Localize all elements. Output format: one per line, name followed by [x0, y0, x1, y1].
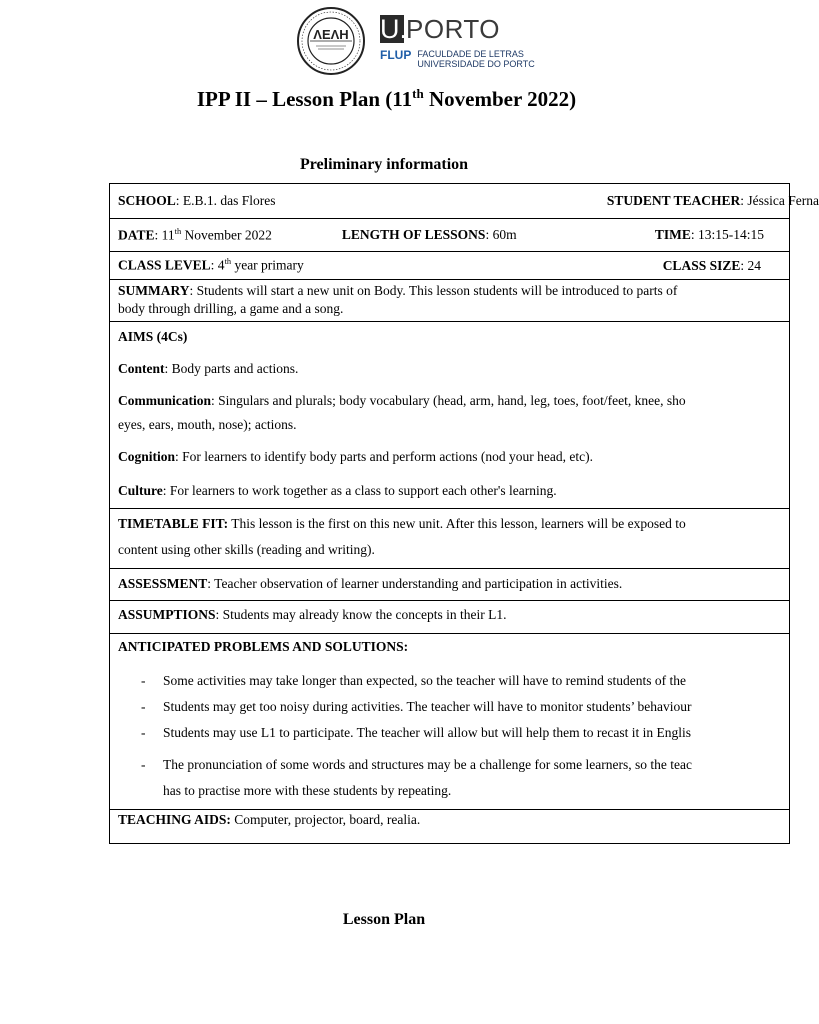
student-teacher-value: : Jéssica Ferna	[740, 193, 819, 208]
class-size-value: : 24	[740, 257, 761, 273]
communication-line-2: eyes, ears, mouth, nose); actions.	[118, 417, 297, 432]
faculty-line-2: UNIVERSIDADE DO PORTC	[417, 58, 535, 69]
teaching-aids-value: Computer, projector, board, realia.	[230, 812, 421, 827]
summary-line-1: : Students will start a new unit on Body. This lesson students will be introduced to parts of	[189, 283, 678, 298]
preliminary-info-table	[109, 183, 819, 844]
u-mark: U.	[380, 14, 407, 44]
length-label: LENGTH OF LESSONS	[341, 227, 486, 242]
problem-item: - Students may get too noisy during activities. The teacher will have to monitor students’ behaviour	[118, 694, 781, 720]
problem-item: - The pronunciation of some words and structures may be a challenge for some learners, so the teac	[118, 752, 781, 778]
cognition-label: Cognition	[118, 449, 176, 464]
time-label: TIME	[654, 227, 691, 242]
culture-line	[118, 480, 781, 502]
row-summary	[110, 280, 790, 322]
assumptions-value: : Students may already know the concepts in their L1.	[215, 607, 507, 622]
school-value: : E.B.1. das Flores	[175, 193, 276, 208]
school-seal-logo	[296, 6, 366, 76]
date-value-post: November 2022	[181, 227, 272, 243]
summary-label: SUMMARY	[118, 283, 190, 298]
class-level-value: : 4	[210, 257, 225, 273]
time-field	[655, 227, 764, 243]
title-sup: th	[412, 86, 424, 101]
problems-label: ANTICIPATED PROBLEMS AND SOLUTIONS:	[118, 639, 409, 654]
row-problems	[110, 634, 790, 810]
school-label: SCHOOL	[118, 193, 176, 208]
communication-line	[118, 389, 781, 413]
summary-line-2: body through drilling, a game and a song.	[118, 301, 344, 316]
row-class	[110, 252, 790, 280]
title-main: IPP II – Lesson Plan (11	[196, 87, 413, 111]
length-value: : 60m	[485, 227, 517, 242]
culture-value: : For learners to work together as a class to support each other's learning.	[162, 483, 557, 498]
student-teacher-field	[607, 193, 819, 209]
problems-list	[118, 668, 781, 778]
porto-wordmark: PORTO	[406, 13, 501, 44]
class-level-field	[118, 257, 304, 274]
date-field	[118, 227, 272, 244]
class-level-post: year primary	[231, 257, 304, 273]
class-size-label: CLASS SIZE	[662, 257, 741, 273]
row-aims	[110, 322, 790, 509]
content-label: Content	[118, 361, 165, 376]
class-size-field	[663, 258, 761, 274]
content-value: : Body parts and actions.	[164, 361, 299, 376]
cognition-value: : For learners to identify body parts and perform actions (nod your head, etc).	[175, 449, 594, 464]
cognition-line	[118, 446, 781, 468]
title-rest: November 2022)	[423, 87, 577, 111]
svg-text:ΛΕΛΗ: ΛΕΛΗ	[313, 27, 349, 42]
timetable-label: TIMETABLE FIT:	[118, 516, 229, 531]
problem-item: - Students may use L1 to participate. The teacher will allow but will help them to recast it in Englis	[118, 720, 781, 746]
content-line	[118, 358, 781, 380]
problem-item: - Some activities may take longer than expected, so the teacher will have to remind students of the	[118, 668, 781, 694]
row-timetable	[110, 509, 790, 569]
faculty-line-1: FACULDADE DE LETRAS	[417, 48, 524, 59]
uporto-logo	[380, 14, 535, 69]
row-school	[110, 184, 819, 219]
school-field	[118, 193, 276, 209]
length-field	[342, 227, 517, 243]
row-teaching-aids	[110, 810, 790, 844]
problem-item-continuation: has to practise more with these students by repeating.	[163, 783, 452, 798]
timetable-line-1: This lesson is the first on this new unit. After this lesson, learners will be exposed to	[228, 516, 686, 531]
class-level-sup: th	[224, 257, 232, 267]
aims-label: AIMS (4Cs)	[118, 329, 188, 344]
row-date	[110, 219, 790, 252]
flup-label: FLUP	[380, 47, 412, 62]
document-title	[0, 86, 768, 112]
assumptions-label: ASSUMPTIONS	[118, 607, 216, 622]
row-assumptions	[110, 601, 790, 634]
date-value: : 11	[154, 227, 175, 243]
date-label: DATE	[118, 227, 155, 243]
student-teacher-label: STUDENT TEACHER	[606, 193, 741, 208]
class-level-label: CLASS LEVEL	[118, 257, 211, 273]
communication-label: Communication	[118, 393, 212, 408]
assessment-label: ASSESSMENT	[118, 576, 208, 591]
row-assessment	[110, 569, 790, 601]
header-logos	[296, 6, 535, 76]
timetable-line-2: content using other skills (reading and writing).	[118, 542, 375, 557]
faculty-name	[417, 49, 534, 69]
preliminary-heading: Preliminary information	[299, 156, 469, 173]
teaching-aids-label: TEACHING AIDS:	[118, 812, 231, 827]
culture-label: Culture	[118, 483, 163, 498]
communication-value: : Singulars and plurals; body vocabulary (head, arm, hand, leg, toes, foot/feet, knee, sho	[211, 393, 686, 408]
date-sup: th	[174, 226, 182, 236]
time-value: : 13:15-14:15	[690, 227, 764, 242]
assessment-value: : Teacher observation of learner understanding and participation in activities.	[207, 576, 623, 591]
lesson-plan-heading: Lesson Plan	[342, 911, 426, 928]
